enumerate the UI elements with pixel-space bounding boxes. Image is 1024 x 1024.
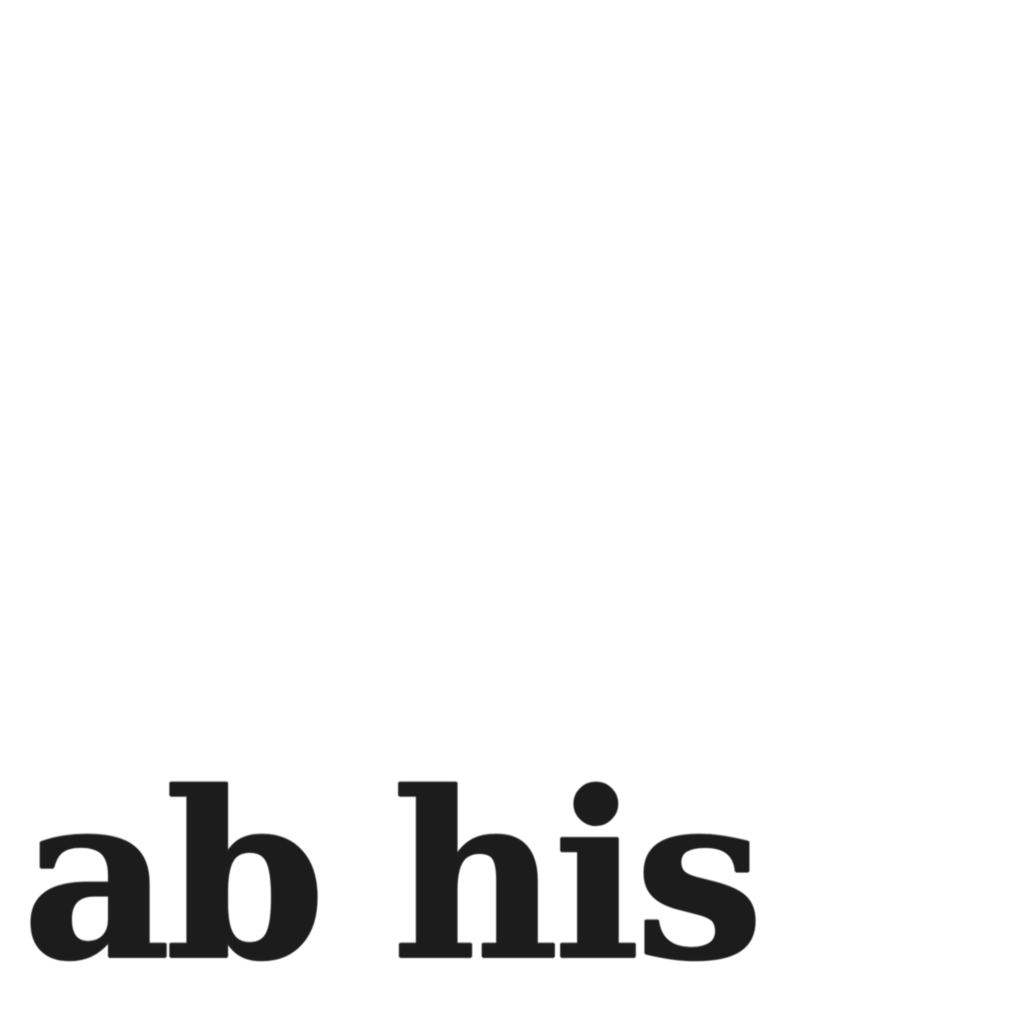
typed-word-his: his [392, 742, 759, 1012]
typed-word-ab: ab [22, 742, 320, 1012]
